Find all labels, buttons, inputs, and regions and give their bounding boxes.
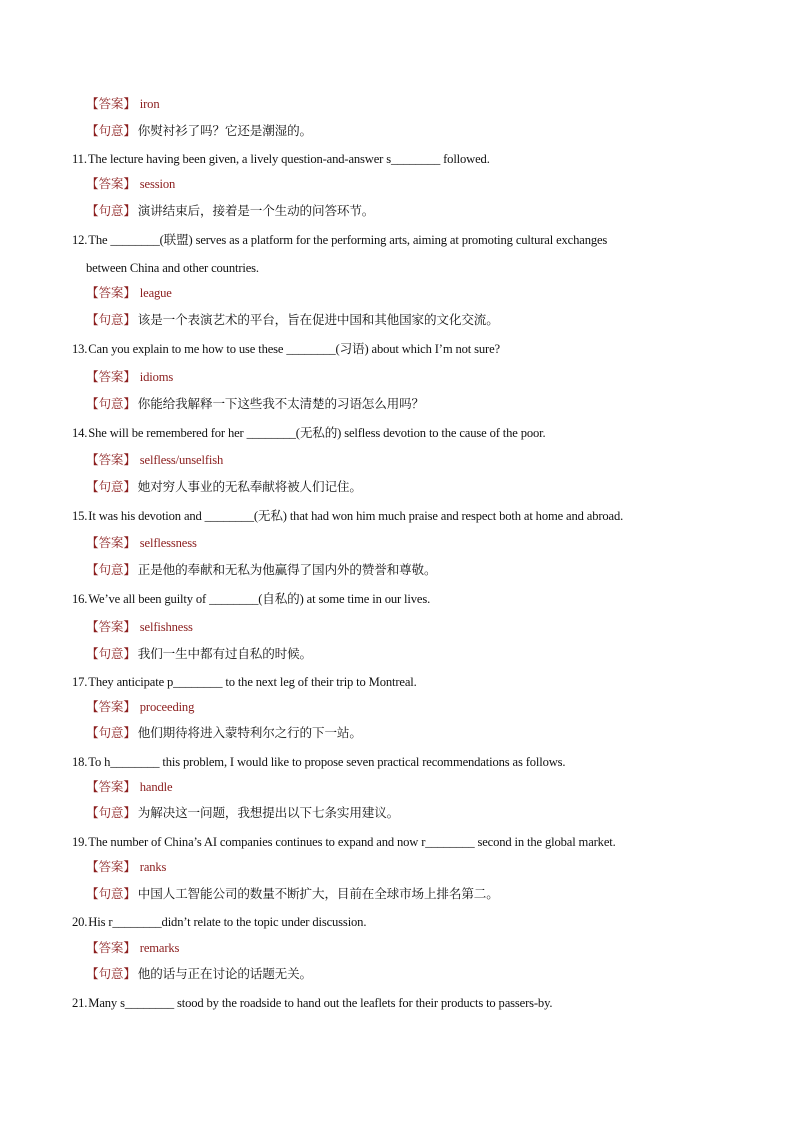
meaning-line bbox=[86, 123, 312, 139]
answer-line bbox=[86, 535, 197, 551]
question-20 bbox=[72, 914, 366, 930]
answer-text: session bbox=[139, 177, 176, 191]
answer-tag: 【答案】 bbox=[86, 860, 136, 874]
meaning-line bbox=[86, 203, 374, 219]
meaning-tag: 【句意】 bbox=[86, 124, 136, 138]
meaning-text: 她对穷人事业的无私奉献将被人们记住。 bbox=[137, 480, 362, 494]
meaning-text: 我们一生中都有过自私的时候。 bbox=[137, 647, 312, 661]
question-text: To h________ this problem, I would like to propose seven practical recommendations as follows. bbox=[88, 755, 566, 769]
question-19 bbox=[72, 834, 616, 850]
answer-line bbox=[86, 699, 194, 715]
meaning-text: 为解决这一问题，我想提出以下七条实用建议。 bbox=[137, 806, 400, 820]
answer-tag: 【答案】 bbox=[86, 620, 136, 634]
answer-text: ranks bbox=[139, 860, 167, 874]
answer-tag: 【答案】 bbox=[86, 700, 136, 714]
answer-line bbox=[86, 859, 166, 875]
answer-text: proceeding bbox=[139, 700, 195, 714]
answer-text: iron bbox=[139, 97, 160, 111]
question-text: Many s________ stood by the roadside to hand out the leaflets for their products to passers-by. bbox=[88, 996, 553, 1010]
answer-line bbox=[86, 940, 179, 956]
answer-tag: 【答案】 bbox=[86, 780, 136, 794]
meaning-tag: 【句意】 bbox=[86, 647, 136, 661]
answer-text: handle bbox=[139, 780, 173, 794]
answer-tag: 【答案】 bbox=[86, 286, 136, 300]
meaning-tag: 【句意】 bbox=[86, 204, 136, 218]
answer-tag: 【答案】 bbox=[86, 536, 136, 550]
question-text: The lecture having been given, a lively question-and-answer s________ followed. bbox=[87, 152, 490, 166]
question-text: The ________(联盟) serves as a platform for the performing arts, aiming at promoting cultural exchanges bbox=[88, 233, 608, 247]
meaning-line bbox=[86, 886, 499, 902]
answer-text: selflessness bbox=[139, 536, 197, 550]
meaning-line bbox=[86, 312, 499, 328]
meaning-tag: 【句意】 bbox=[86, 967, 136, 981]
question-number: 19. bbox=[72, 835, 88, 849]
meaning-tag: 【句意】 bbox=[86, 397, 136, 411]
meaning-text: 你熨衬衫了吗？它还是潮湿的。 bbox=[137, 124, 312, 138]
question-text: They anticipate p________ to the next leg of their trip to Montreal. bbox=[88, 675, 417, 689]
question-text: The number of China’s AI companies continues to expand and now r________ second in the global market. bbox=[88, 835, 616, 849]
question-number: 14. bbox=[72, 426, 88, 440]
question-17 bbox=[72, 674, 417, 690]
question-number: 16. bbox=[72, 592, 88, 606]
answer-tag: 【答案】 bbox=[86, 370, 136, 384]
question-number: 12. bbox=[72, 233, 88, 247]
meaning-line bbox=[86, 646, 312, 662]
answer-tag: 【答案】 bbox=[86, 941, 136, 955]
answer-line bbox=[86, 96, 159, 112]
question-text: She will be remembered for her ________(无私的) selfless devotion to the cause of the poor. bbox=[88, 426, 546, 440]
answer-line bbox=[86, 452, 223, 468]
question-18 bbox=[72, 754, 565, 770]
question-text: His r________didn’t relate to the topic under discussion. bbox=[88, 915, 367, 929]
meaning-line bbox=[86, 966, 312, 982]
question-number: 11. bbox=[72, 152, 87, 166]
meaning-tag: 【句意】 bbox=[86, 887, 136, 901]
question-continuation bbox=[86, 260, 259, 276]
answer-text: league bbox=[139, 286, 172, 300]
meaning-text: 演讲结束后，接着是一个生动的问答环节。 bbox=[137, 204, 375, 218]
question-16 bbox=[72, 591, 430, 607]
meaning-text: 中国人工智能公司的数量不断扩大，目前在全球市场上排名第二。 bbox=[137, 887, 499, 901]
meaning-line bbox=[86, 805, 399, 821]
answer-line bbox=[86, 779, 172, 795]
answer-line bbox=[86, 285, 172, 301]
answer-line bbox=[86, 369, 173, 385]
question-text: We’ve all been guilty of ________(自私的) at some time in our lives. bbox=[88, 592, 431, 606]
meaning-line bbox=[86, 396, 424, 412]
answer-tag: 【答案】 bbox=[86, 453, 136, 467]
meaning-text: 你能给我解释一下这些我不太清楚的习语怎么用吗？ bbox=[137, 397, 424, 411]
meaning-line bbox=[86, 479, 362, 495]
meaning-text: 正是他的奉献和无私为他赢得了国内外的赞誉和尊敬。 bbox=[137, 563, 437, 577]
question-number: 18. bbox=[72, 755, 88, 769]
meaning-tag: 【句意】 bbox=[86, 563, 136, 577]
answer-text: idioms bbox=[139, 370, 174, 384]
question-number: 21. bbox=[72, 996, 88, 1010]
answer-tag: 【答案】 bbox=[86, 97, 136, 111]
question-number: 20. bbox=[72, 915, 88, 929]
question-text-cont: between China and other countries. bbox=[86, 261, 259, 275]
answer-text: selfless/unselfish bbox=[139, 453, 224, 467]
question-21 bbox=[72, 995, 552, 1011]
meaning-text: 他的话与正在讨论的话题无关。 bbox=[137, 967, 312, 981]
question-11 bbox=[72, 151, 490, 167]
meaning-line bbox=[86, 562, 436, 578]
meaning-tag: 【句意】 bbox=[86, 480, 136, 494]
question-number: 15. bbox=[72, 509, 88, 523]
answer-tag: 【答案】 bbox=[86, 177, 136, 191]
meaning-text: 该是一个表演艺术的平台，旨在促进中国和其他国家的文化交流。 bbox=[137, 313, 499, 327]
meaning-line bbox=[86, 725, 362, 741]
question-15 bbox=[72, 508, 623, 524]
meaning-tag: 【句意】 bbox=[86, 313, 136, 327]
answer-line bbox=[86, 619, 193, 635]
meaning-text: 他们期待将进入蒙特利尔之行的下一站。 bbox=[137, 726, 362, 740]
answer-text: selfishness bbox=[139, 620, 193, 634]
question-text: Can you explain to me how to use these ________(习语) about which I’m not sure? bbox=[88, 342, 500, 356]
answer-text: remarks bbox=[139, 941, 180, 955]
question-12 bbox=[72, 232, 607, 248]
question-13 bbox=[72, 341, 500, 357]
question-number: 17. bbox=[72, 675, 88, 689]
meaning-tag: 【句意】 bbox=[86, 806, 136, 820]
answer-line bbox=[86, 176, 175, 192]
question-text: It was his devotion and ________(无私) that had won him much praise and respect both at home and abroad. bbox=[88, 509, 624, 523]
meaning-tag: 【句意】 bbox=[86, 726, 136, 740]
question-number: 13. bbox=[72, 342, 88, 356]
question-14 bbox=[72, 425, 546, 441]
